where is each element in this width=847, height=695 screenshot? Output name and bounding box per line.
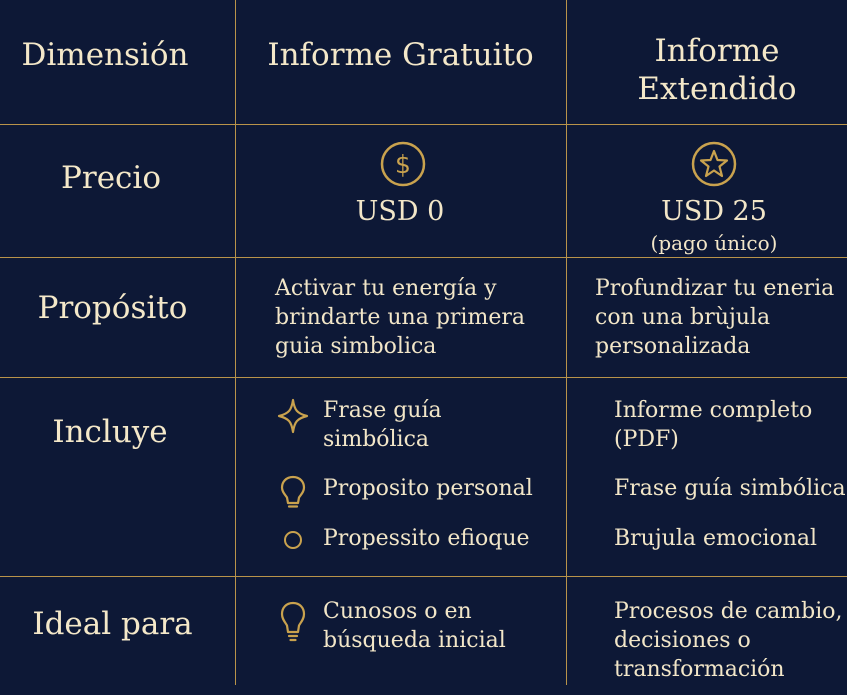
includes-free-item (273, 474, 533, 510)
row-label-includes: Incluye (52, 414, 168, 450)
ideal-extended (614, 597, 847, 684)
row-divider (0, 576, 847, 577)
header-extended-line: Extendido (637, 71, 797, 107)
price-extended: USD 25 (661, 196, 767, 227)
purpose-extended-line: personalizada (595, 334, 751, 359)
purpose-free-line: brindarte una primera (275, 305, 525, 330)
row-label-purpose: Propósito (37, 290, 188, 326)
ideal-free-line: Cunosos o en (323, 599, 472, 624)
ideal-free (273, 597, 506, 655)
purpose-extended-line: Profundizar tu eneria (595, 276, 835, 301)
includes-free-item-line: Frase guía (323, 398, 442, 423)
row-divider (0, 377, 847, 378)
column-divider (235, 0, 236, 685)
includes-free-item-line: Proposito personal (323, 476, 533, 501)
lightbulb-icon (273, 597, 313, 645)
row-label-price: Precio (61, 160, 161, 196)
svg-text:$: $ (395, 150, 411, 179)
sparkle-icon (273, 396, 313, 436)
row-divider (0, 124, 847, 125)
price-free: USD 0 (355, 196, 445, 227)
ideal-extended-line: Procesos de cambio, (614, 599, 843, 624)
purpose-extended (595, 274, 847, 361)
includes-free-item (273, 396, 442, 454)
includes-free-item-line: simbólica (323, 427, 430, 452)
header-extended-line: Informe (654, 33, 780, 69)
header-extended-report (566, 32, 847, 108)
ideal-extended-line: decisiones o (614, 628, 751, 653)
includes-extended-item (614, 524, 847, 553)
includes-extended-item-line: Brujula emocional (614, 526, 818, 551)
row-label-ideal: Ideal para (32, 606, 193, 642)
includes-extended-item (614, 474, 847, 503)
price-extended-note: (pago único) (650, 231, 778, 255)
star-circle-icon (691, 141, 737, 187)
includes-extended-item (614, 396, 847, 454)
purpose-free-line: guia simbolica (275, 334, 437, 359)
dollar-circle-icon (380, 141, 426, 187)
includes-extended-item-line: (PDF) (614, 427, 679, 452)
circle-icon (273, 524, 313, 554)
includes-extended-item-line: Informe completo (614, 398, 813, 423)
includes-extended-item-line: Frase guía simbólica (614, 476, 846, 501)
purpose-extended-line: con una brùjula (595, 305, 771, 330)
ideal-extended-line: transformación (614, 657, 785, 682)
purpose-free-line: Activar tu energía y (275, 276, 497, 301)
purpose-free (275, 274, 565, 361)
includes-free-item (273, 524, 530, 554)
header-dimension: Dimensión (21, 37, 189, 73)
header-free-report: Informe Gratuito (267, 37, 534, 73)
includes-free-item-line: Propessito efioque (323, 526, 530, 551)
ideal-free-line: búsqueda inicial (323, 628, 506, 653)
row-divider (0, 257, 847, 258)
lightbulb-icon (273, 474, 313, 510)
